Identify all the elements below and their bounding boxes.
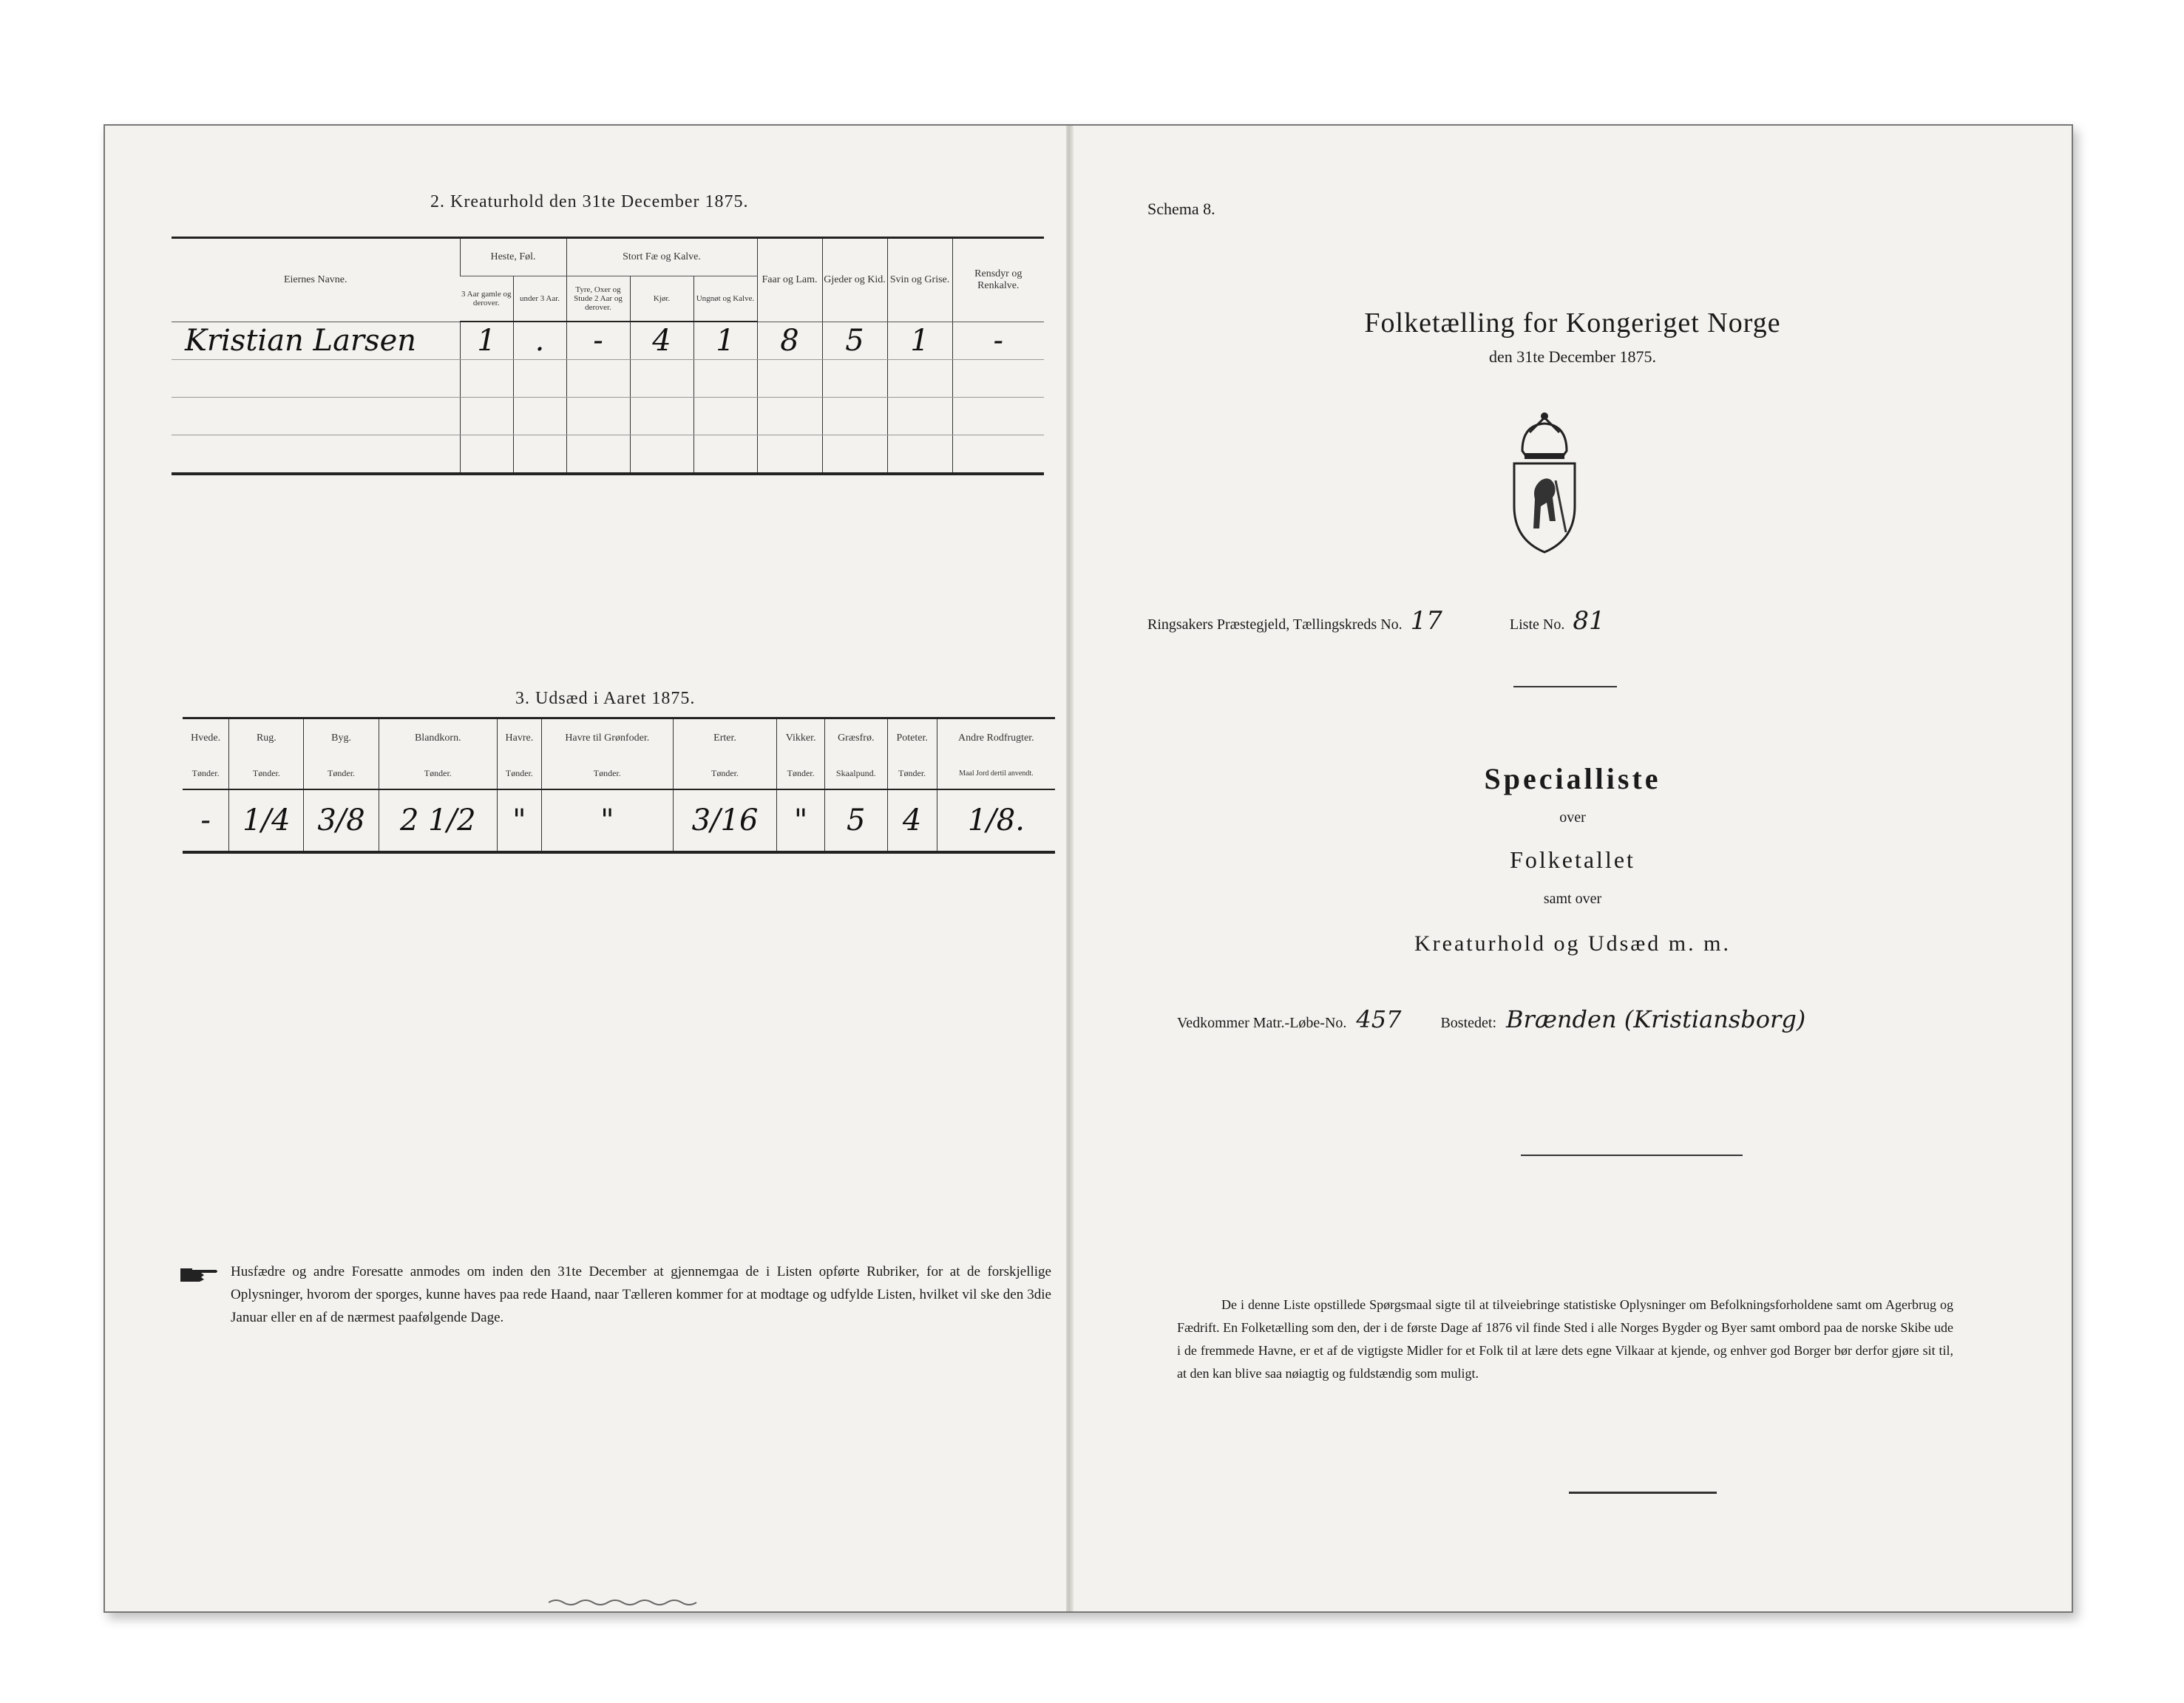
census-sheet <box>104 124 2073 1613</box>
special-list-title: Specialliste <box>1484 762 1661 795</box>
table-row <box>183 789 1055 852</box>
table-cell: - <box>566 322 630 360</box>
cattle-header: Stort Fæ og Kalve. <box>566 238 757 276</box>
table-cell: . <box>513 322 566 360</box>
unit-label: Tønder. <box>541 758 673 789</box>
table-cell: 1 <box>693 322 757 360</box>
matr-number: 457 <box>1356 1005 1402 1033</box>
explanation-text: De i denne Liste opstillede Spørgsmaal sigte til at tilveiebringe statistiske Oplysninger om Befolkningsforholdene samt om Agerbrug og Fædrift. En Folketælling som den, der i de første Dage af 1876 vil finde Sted i alle Norges Bygder og Byer samt ombord paa de norske Skibe ude i de fremmede Havne, er et af de vigtigste Midler for et Folk til at lære dets egne Vilkaar at kjende, og enhver god Borger bør derfor gjøre sit til, at den kan blive saa nøiagtig og fuldstændig som muligt. <box>1177 1297 1953 1381</box>
unit-label: Tønder. <box>777 758 825 789</box>
over-text: over <box>1559 809 1586 826</box>
livestock-heading: Kreaturhold og Udsæd m. m. <box>1414 931 1731 956</box>
empty-row <box>172 360 1044 398</box>
divider <box>1513 686 1617 687</box>
reindeer-header: Rensdyr og Renkalve. <box>952 238 1044 322</box>
table-cell: 3/16 <box>673 789 777 852</box>
table-cell: 2 1/2 <box>379 789 497 852</box>
table-cell: 5 <box>824 789 887 852</box>
unit-label: Tønder. <box>379 758 497 789</box>
mixed-grain-header: Blandkorn. <box>379 718 497 758</box>
vetch-header: Vikker. <box>777 718 825 758</box>
population-heading: Folketallet <box>1510 846 1635 873</box>
table-cell: 4 <box>630 322 693 360</box>
oats-header: Havre. <box>497 718 541 758</box>
seed-table <box>183 717 1055 854</box>
potatoes-header: Poteter. <box>887 718 937 758</box>
list-number: 81 <box>1573 606 1605 636</box>
peas-header: Erter. <box>673 718 777 758</box>
table-cell: 5 <box>822 322 887 360</box>
oxen-header: Tyre, Oxer og Stude 2 Aar og derover. <box>566 276 630 322</box>
empty-row <box>172 435 1044 475</box>
unit-label: Maal Jord dertil anvendt. <box>937 758 1055 789</box>
table-cell: 1/4 <box>229 789 304 852</box>
divider <box>1569 1492 1717 1494</box>
grass-seed-header: Græsfrø. <box>824 718 887 758</box>
schema-number: Schema 8. <box>1147 200 1215 218</box>
section-3-title: 3. Udsæd i Aaret 1875. <box>515 689 696 708</box>
horses-header: Heste, Føl. <box>460 238 566 276</box>
unit-label: Tønder. <box>304 758 379 789</box>
right-page <box>1074 126 2072 1611</box>
district-number: 17 <box>1410 606 1442 636</box>
table-cell: " <box>777 789 825 852</box>
property-line <box>1177 1005 1811 1033</box>
table-cell: " <box>541 789 673 852</box>
owner-header: Eiernes Navne. <box>172 238 460 322</box>
unit-label: Tønder. <box>183 758 229 789</box>
scribble-mark <box>549 1597 770 1608</box>
residence-name: Brænden (Kristiansborg) <box>1506 1005 1806 1033</box>
table-cell: 8 <box>757 322 822 360</box>
section-2-title: 2. Kreaturhold den 31te December 1875. <box>430 192 749 211</box>
table-row <box>172 322 1044 360</box>
divider <box>1521 1155 1743 1156</box>
unit-label: Tønder. <box>229 758 304 789</box>
page-fold <box>1066 126 1074 1611</box>
table-cell: 1 <box>460 322 513 360</box>
green-oats-header: Havre til Grønfoder. <box>541 718 673 758</box>
table-cell: 3/8 <box>304 789 379 852</box>
wheat-header: Hvede. <box>191 732 221 744</box>
calves-header: Ungnøt og Kalve. <box>693 276 757 322</box>
matr-label: Vedkommer Matr.-Løbe-No. <box>1177 1015 1347 1031</box>
also-over-text: samt over <box>1543 891 1602 907</box>
horses-adult-header: 3 Aar gamle og derover. <box>460 276 513 322</box>
residence-label: Bostedet: <box>1440 1015 1497 1031</box>
empty-row <box>172 398 1044 435</box>
livestock-table <box>172 237 1044 475</box>
sheep-header: Faar og Lam. <box>757 238 822 322</box>
root-crops-header: Andre Rodfrugter. <box>937 718 1055 758</box>
unit-label: Tønder. <box>887 758 937 789</box>
parish-label: Ringsakers Præstegjeld, <box>1147 616 1290 633</box>
barley-header: Byg. <box>304 718 379 758</box>
table-cell: 4 <box>887 789 937 852</box>
goats-header: Gjeder og Kid. <box>822 238 887 322</box>
table-cell: 1/8. <box>937 789 1055 852</box>
horses-young-header: under 3 Aar. <box>513 276 566 322</box>
cows-header: Kjør. <box>630 276 693 322</box>
district-line <box>1147 606 1610 636</box>
unit-label: Tønder. <box>673 758 777 789</box>
table-cell: " <box>497 789 541 852</box>
notice-text: Husfædre og andre Foresatte anmodes om inden den 31te December at gjennemgaa de i Listen opførte Rubriker, for at de forskjellige Oplysninger, hvorom der sporges, kunne haves paa rede Haand, naar Tælleren kommer for at modtage og udfylde Listen, hvilket vil ske den 3die Januar eller en af de nærmest paafølgende Dage. <box>231 1264 1051 1325</box>
table-cell: - <box>200 803 211 837</box>
unit-label: Skaalpund. <box>824 758 887 789</box>
coat-of-arms-icon <box>1504 410 1585 558</box>
census-date: den 31te December 1875. <box>1488 347 1657 366</box>
left-page <box>105 126 1066 1611</box>
table-cell: - <box>952 322 1044 360</box>
pigs-header: Svin og Grise. <box>887 238 952 322</box>
table-cell: 1 <box>887 322 952 360</box>
unit-label: Tønder. <box>497 758 541 789</box>
list-label: Liste No. <box>1509 616 1565 633</box>
census-title: Folketælling for Kongeriget Norge <box>1364 307 1781 339</box>
rye-header: Rug. <box>229 718 304 758</box>
pointing-hand-icon <box>179 1264 220 1285</box>
district-label: Tællingskreds No. <box>1292 616 1403 633</box>
owner-name: Kristian Larsen <box>172 322 460 360</box>
